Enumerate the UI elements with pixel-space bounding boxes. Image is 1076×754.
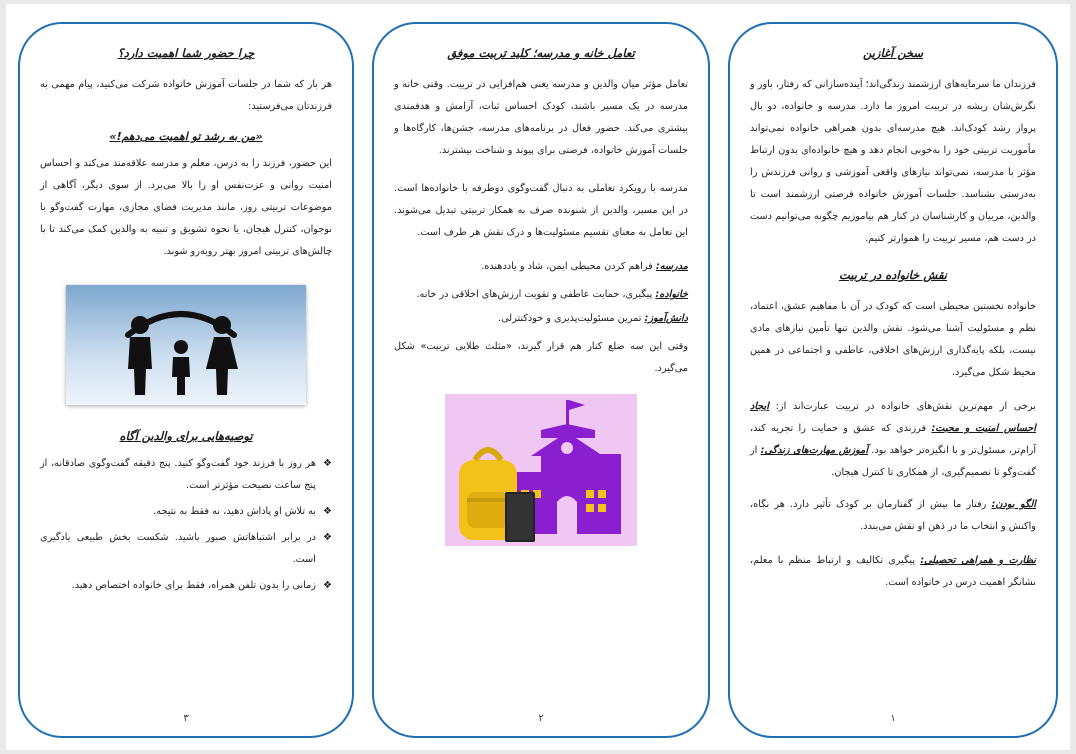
home-school-heading: تعامل خانه و مدرسه؛ کلید تربیت موفق (447, 46, 635, 60)
student-text: تمرین مسئولیت‌پذیری و خودکنترلی. (498, 313, 642, 324)
roles-intro: برخی از مهم‌ترین نقش‌های خانواده در تربیت عبارت‌اند از: (775, 401, 1036, 412)
school-term: مدرسه: (655, 261, 688, 272)
brochure-sheet (6, 4, 1070, 750)
home-school-paragraph-2: مدرسه با رویکرد تعاملی به دنبال گفت‌وگوی دوطرفه با خانواده‌ها است. در این مسیر، والدین از شنونده صرف به همکار تربیتی تبدیل می‌شوند. این تعامل به معنای تقسیم مسئولیت‌ها و درک نقش هر طرف است. (394, 183, 688, 238)
diamond-bullet-icon: ❖ (323, 506, 332, 517)
page-number-2: ۲ (538, 713, 544, 724)
role-model-term: الگو بودن: (991, 499, 1036, 510)
golden-triangle-paragraph: وقتی این سه ضلع کنار هم قرار گیرند، «مثلث طلایی تربیت» شکل می‌گیرد. (394, 341, 688, 374)
intro-paragraph: فرزندان ما سرمایه‌های ارزشمند زندگی‌اند؛ آینده‌سازانی که رفتار، باور و نگرش‌شان ریشه در تربیت امروز ما دارد. مدرسه و خانواده، دو بال پرواز رشد کودک‌اند. هیچ مدرسه‌ای بدون همراهی خانواده نمی‌تواند مأموریت تربیتی خود را به‌خوبی انجام دهد و هیچ خانواده‌ای بدون ارتباط مؤثر با مدرسه، نمی‌تواند نیازهای واقعی آموزشی و روانی فرزندش را به‌درستی بشناسد. جلسات آموزش خانواده فرصتی ارزشمند است تا والدین، مربیان و کارشناسان در کنار هم بیاموزیم چگونه می‌توانیم دست در دست هم، مسیر تربیت را هموارتر کنیم. (750, 79, 1036, 244)
brochure-panel-1 (728, 22, 1058, 738)
why-attend-heading: چرا حضور شما اهمیت دارد؟ (117, 46, 255, 60)
parent-tips-list (40, 453, 332, 597)
school-building-icon (445, 394, 637, 546)
family-term: خانواده: (655, 289, 688, 300)
list-item: ❖ زمانی را بدون تلفن همراه، فقط برای خانواده اختصاص دهید. (40, 575, 332, 597)
family-role-paragraph: خانواده نخستین محیطی است که کودک در آن با مفاهیم عشق، اعتماد، نظم و مسئولیت آشنا می‌شود. نقش والدین تنها تأمین نیازهای مادی نیست، بلکه پایه‌گذاری ارزش‌های اخلاقی، عاطفی و اجتماعی در همین محیط شکل می‌گیرد. (750, 301, 1036, 378)
role-academic-text: پیگیری تکالیف و ارتباط منظم با معلم، نشانگر اهمیت درس در خانواده است. (750, 555, 1036, 588)
growth-quote: «من به رشد تو اهمیت می‌دهم!» (109, 130, 263, 143)
home-school-paragraph-1: تعامل مؤثر میان والدین و مدرسه یعنی هم‌افزایی در تربیت. وقتی خانه و مدرسه در یک مسیر باشند، کودک احساس ثبات، آرامش و هدفمندی بیشتری می‌کند. حضور فعال در برنامه‌های مدرسه، جشن‌ها، کارگاه‌ها و جلسات آموزش خانواده، فرصتی برای پیوند و شناخت بیشترند. (394, 79, 688, 156)
page-number-1: ۱ (890, 713, 896, 724)
student-role-line (394, 308, 688, 330)
diamond-bullet-icon: ❖ (323, 458, 332, 469)
role-skills-text: از گفت‌وگو تا تصمیم‌گیری، از همکاری تا کنترل هیجان. (750, 445, 1036, 478)
role-model-paragraph (750, 494, 1036, 538)
role-security-text: فرزندی که عشق و حمایت را تجربه کند، آرام‌تر، مسئول‌تر و با انگیزه‌تر خواهد بود. (750, 423, 1037, 456)
student-term: دانش‌آموز: (644, 313, 688, 324)
role-academic-term: نظارت و همراهی تحصیلی: (920, 555, 1036, 566)
school-role-line (394, 256, 688, 278)
attendance-benefits-paragraph: این حضور، فرزند را به درس، معلم و مدرسه علاقه‌مند می‌کند و احساس امنیت روانی و عزت‌نفس او را بالا می‌برد. از سوی دیگر، آگاهی از موضوعات تربیتی روز، مانند مدیریت فضای مجازی، مهارت گفت‌وگو با نوجوان، کنترل هیجان، یا نحوه تشویق و تنبیه به والدین کمک می‌کند تا با چالش‌های تربیتی امروز بهتر روبه‌رو شوند. (40, 158, 332, 257)
diamond-bullet-icon: ❖ (323, 580, 332, 591)
role-model-text: رفتار ما بیش از گفتارمان بر کودک تأثیر دارد. هر نگاه، واکنش و انتخاب ما در ذهن او نقش می‌بندد. (750, 499, 1036, 532)
family-roles-list (750, 396, 1036, 484)
role-skills-term: آموزش مهارت‌های زندگی: (760, 445, 869, 456)
role-security-term: ایجاد احساس امنیت و محبت: (750, 401, 1036, 434)
list-item: ❖ هر روز با فرزند خود گفت‌وگو کنید. پنج دقیقه گفت‌وگوی صادقانه، از پنج ساعت نصیحت مؤثرتر است. (40, 453, 332, 497)
role-academic-paragraph (750, 550, 1036, 594)
brochure-panel-3 (18, 22, 354, 738)
family-role-line (394, 284, 688, 306)
list-item: ❖ در برابر اشتباهاتش صبور باشید. شکست بخش طبیعی یادگیری است. (40, 527, 332, 571)
brochure-panel-2 (372, 22, 710, 738)
list-item: ❖ به تلاش او پاداش دهید، نه فقط به نتیجه. (40, 501, 332, 523)
diamond-bullet-icon: ❖ (323, 532, 332, 543)
why-attend-paragraph: هر بار که شما در جلسات آموزش خانواده شرکت می‌کنید، پیام مهمی به فرزندتان می‌فرستید: (40, 79, 332, 112)
intro-heading: سخن آغازین (862, 46, 924, 60)
family-role-heading: نقش خانواده در تربیت (839, 268, 947, 282)
school-text: فراهم کردن محیطی ایمن، شاد و یاددهنده. (481, 261, 653, 272)
family-icon (66, 285, 306, 405)
family-text: پیگیری، حمایت عاطفی و تقویت ارزش‌های اخلاقی در خانه. (416, 289, 653, 300)
parent-tips-heading: توصیه‌هایی برای والدین آگاه (119, 429, 253, 443)
school-backpack-illustration (445, 394, 637, 546)
family-silhouette-image (66, 285, 306, 405)
page-number-3: ۳ (183, 713, 189, 724)
